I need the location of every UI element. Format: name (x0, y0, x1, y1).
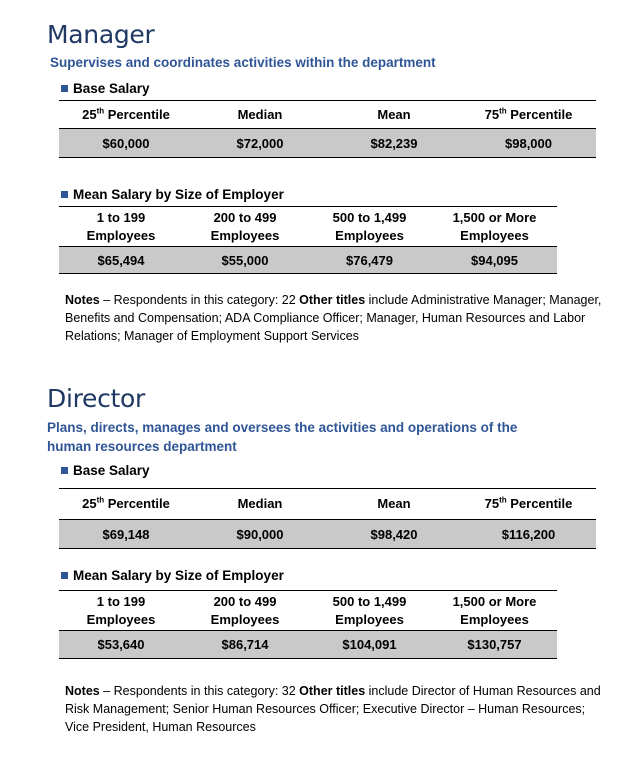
director-by-size-table (59, 590, 557, 659)
salary-value: $69,148 (59, 520, 193, 549)
director-title: Director (47, 384, 146, 413)
column-header: Median (193, 489, 327, 520)
square-bullet-icon (61, 467, 68, 474)
manager-base-salary-table (59, 100, 596, 158)
column-header: 1 to 199 Employees (59, 591, 183, 631)
salary-value: $60,000 (59, 129, 193, 158)
salary-value: $82,239 (327, 129, 461, 158)
column-header: 500 to 1,499 Employees (307, 207, 432, 247)
square-bullet-icon (61, 85, 68, 92)
salary-value: $76,479 (307, 247, 432, 274)
salary-value: $65,494 (59, 247, 183, 274)
column-header: 200 to 499 Employees (183, 207, 307, 247)
column-header: 200 to 499 Employees (183, 591, 307, 631)
column-header: Mean (327, 489, 461, 520)
manager-title: Manager (47, 20, 155, 49)
salary-value: $86,714 (183, 631, 307, 659)
salary-value: $130,757 (432, 631, 557, 659)
salary-value: $90,000 (193, 520, 327, 549)
salary-value: $53,640 (59, 631, 183, 659)
director-notes: Notes – Respondents in this category: 32 Other titles include Director of Human Resources and Risk Management; Senior Human Resources Officer; Executive Director – Human Resources; Vice President, Human Resources (65, 684, 601, 734)
director-base-salary-table (59, 488, 596, 549)
square-bullet-icon (61, 572, 68, 579)
column-header: 75th Percentile (461, 101, 596, 129)
manager-subtitle: Supervises and coordinates activities within the department (50, 55, 436, 70)
column-header: Mean (327, 101, 461, 129)
manager-by-size-heading: Mean Salary by Size of Employer (61, 187, 284, 202)
director-subtitle: Plans, directs, manages and oversees the activities and operations of the human resources department (47, 420, 518, 454)
column-header: Median (193, 101, 327, 129)
column-header: 500 to 1,499 Employees (307, 591, 432, 631)
director-base-salary-heading: Base Salary (61, 463, 150, 478)
salary-value: $98,000 (461, 129, 596, 158)
square-bullet-icon (61, 191, 68, 198)
salary-value: $104,091 (307, 631, 432, 659)
manager-base-salary-heading: Base Salary (61, 81, 150, 96)
salary-value: $94,095 (432, 247, 557, 274)
column-header: 1,500 or More Employees (432, 207, 557, 247)
column-header: 25th Percentile (59, 489, 193, 520)
column-header: 75th Percentile (461, 489, 596, 520)
salary-value: $98,420 (327, 520, 461, 549)
salary-value: $72,000 (193, 129, 327, 158)
salary-value: $55,000 (183, 247, 307, 274)
column-header: 25th Percentile (59, 101, 193, 129)
director-by-size-heading: Mean Salary by Size of Employer (61, 568, 284, 583)
manager-by-size-table (59, 206, 557, 274)
manager-notes: Notes – Respondents in this category: 22 Other titles include Administrative Manager; Manager, Benefits and Compensation; ADA Compliance Officer; Manager, Human Resources and Labor Relations; Manager of Employment Support Services (65, 293, 602, 343)
column-header: 1,500 or More Employees (432, 591, 557, 631)
column-header: 1 to 199 Employees (59, 207, 183, 247)
salary-value: $116,200 (461, 520, 596, 549)
